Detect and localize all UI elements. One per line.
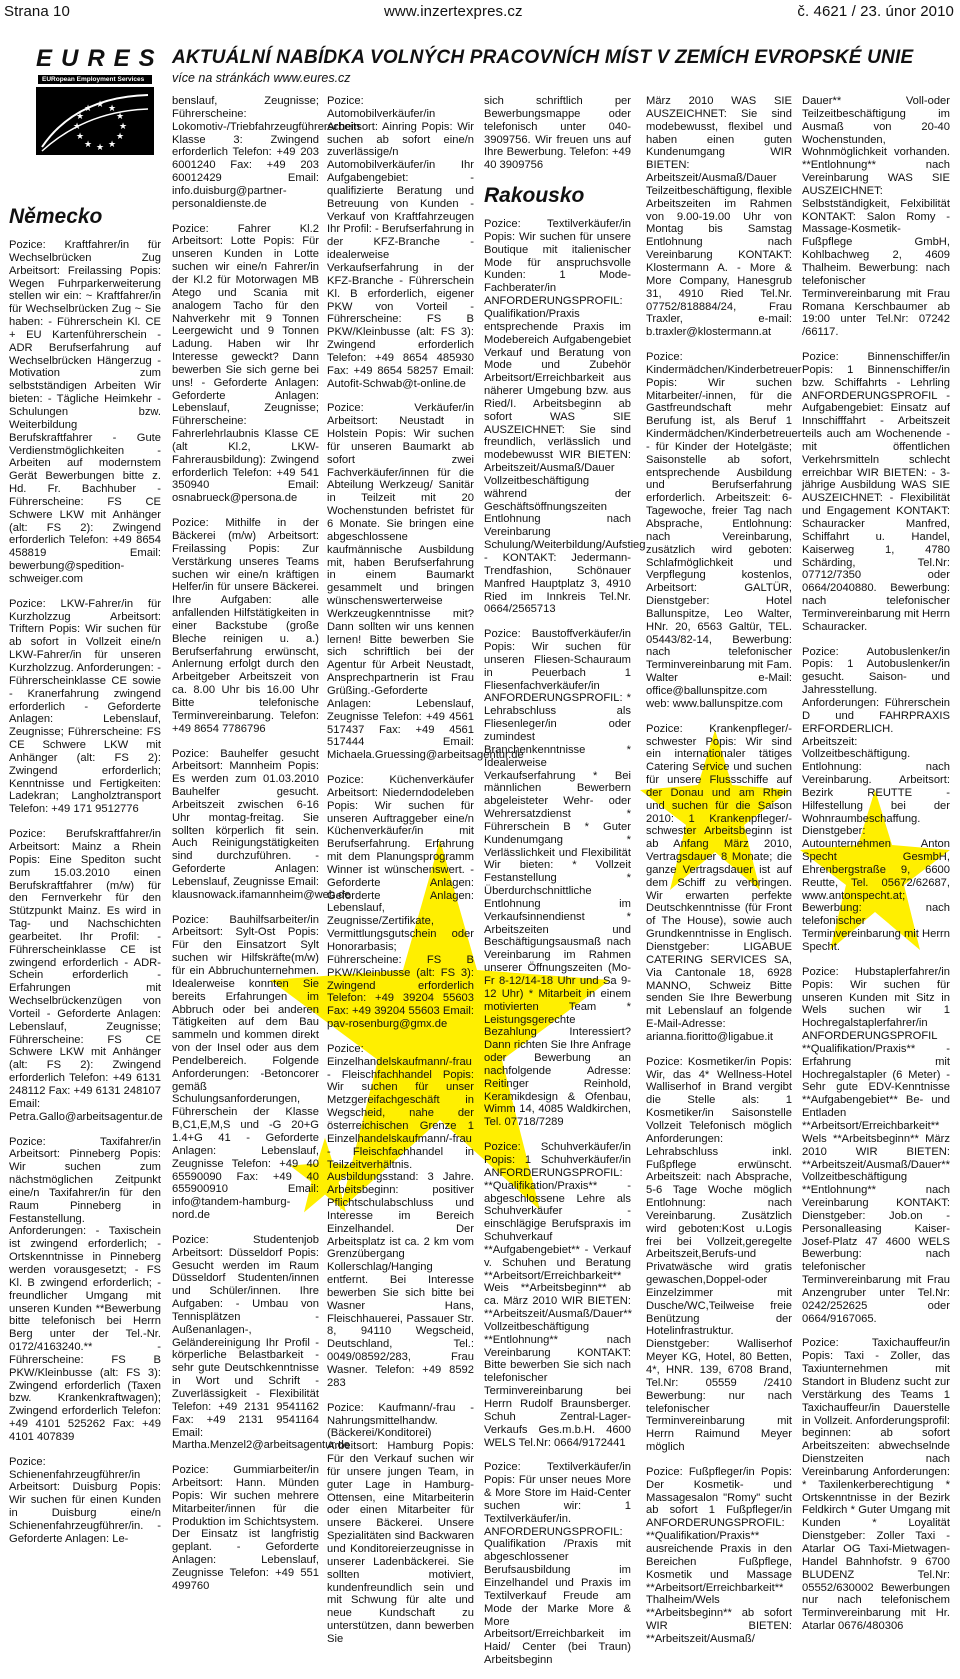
job-listing: Pozice: LKW-Fahrer/in für Kurzholzzug Arbeitsort: Triftern Popis: Wir suchen für ab sofort in Vollzeit eine/n LKW-Fahrer/in für unseren Kurzholzzug. Anforderungen: - Führerscheinklasse CE sowie - Kranerfahrung zwingend erforderlich - Geforderte Anlagen: Lebenslauf, Zeugnisse; Führerscheine: FS CE Schwere LKW mit Anhänger (alt: FS 2): Zwingend erforderlich; Kenntnisse und Fertigkeiten: Ladekran; Langholztransport Telefon: +49 171 9512776 — [9, 597, 161, 816]
svg-text:★: ★ — [108, 140, 117, 150]
job-listing: Pozice: Autobuslenker/in Popis: 1 Autobuslenker/in gesucht. Saison- und Jahresstellung. Anforderungen: Führerschein D und FAHRPRAXIS ERFORDERLICH. Arbeitszeit: Vollzeitbeschäftigung. Entlohnung: nach Vereinbarung. Arbeitsort: Bezirk REUTTE - Hilfestellung bei der Wohnraumbeschaffung. Dienstgeber: Autounternehmen Anton Specht GesmbH, Ehrenbergstraße 9, 6600 Reutte, Tel. 05672/62687, www.antonspecht.at; Bewerbung: nach telefonischer Terminvereinbarung mit Herrn Specht. — [802, 645, 950, 953]
job-listing: Pozice: Kraftfahrer/in für Wechselbrücken Zug Arbeitsort: Freilassing Popis: Wegen Fuhrparkerweiterung stellen wir ein: ~ Kraftfahrer/in für Wechselbrücken Zug ~ Sie haben: - Führerschein Kl. CE + EU Kartenführerschein - ADR Berufserfahrung auf Wechselbrücken Hängerzug - Motivation zum selbstständigen Arbeiten Wir bieten: - Tägliche Heimkehr - Schulungen bzw. Weiterbildung Berufskraftfahrer - Gute Verdienstmöglichkeiten - Arbeiten auf modernstem Gerät Bewerbungen bitte z. Hd. Fr. Bachhuber - Führerscheine: FS CE Schwere LKW mit Anhänger (alt: FS 2): Zwingend erforderlich Telefon: +49 8654 458819 Email: bewerbung@spedition-schweiger.com — [9, 239, 161, 585]
job-listing: Pozice: Schuhverkäufer/in Popis: 1 Schuhverkäufer/in ANFORDERUNGSPROFIL: **Qualifikation/Praxis** - abgeschlossene Lehre als Schuhverkäufer - einschlägige Berufspraxis im Schuhverkauf **Aufgabengebiet** - Verkauf v. Schuhen und Beratung **Arbeitsort/Erreichbarkeit** Weis **Arbeitsbeginn** ab ca. März 2010 WIR BIETEN: **Arbeitszeit/Ausmaß/Dauer** Vollzeitbeschäftigung **Entlohnung** nach Vereinbarung KONTAKT: Bitte bewerben Sie sich nach telefonischer Terminvereinbarung bei Herrn Rudolf Braunsberger. Schuh Zentral-Lager-Verkaufs Ges.m.b.H. 4600 WELS Tel.Nr: 0664/9172441 — [484, 1141, 632, 1449]
svg-text:★: ★ — [116, 112, 125, 122]
page-number: Strana 10 — [4, 3, 70, 20]
section-austria-heading: Rakousko — [484, 184, 585, 208]
job-listing: sich schriftlich per Bewerbungsmappe oder telefonisch unter 040-3909756. Wir freuen uns auf Ihre Bewerbung. Telefon: +49 40 3909756 — [484, 95, 631, 172]
eures-wordmark: EURES — [36, 45, 164, 72]
job-listing: Pozice: Binnenschiffer/in Popis: 1 Binnenschiffer/in bzw. Schiffahrts - Lehrling ANFORDERUNGSPROFIL - Aufgabengebiet: Einsatz auf Innschifffahrt - Arbeitszeit teils auch am Wochenende - mit öffentlichen Verkehrsmitteln schlecht erreichbar WIR BIETEN: - 3-jährige Ausbildung WAS SIE AUSZEICHNET: - Flexibilität und Engagement KONTAKT: Schauracker Manfred, Schiffahrt u. Handel, Kaiserweg 1, 4780 Schärding, Tel.Nr: 07712/7350 oder 0664/2040880. Bewerbung: nach telefonischer Terminvereinbarung mit Herrn Schauracker. — [802, 351, 950, 633]
column-4 — [484, 95, 646, 1679]
job-listing: Pozice: Taxifahrer/in Arbeitsort: Pinneberg Popis: Wir suchen zum nächstmöglichen Zeitpunkt eine/n Taxifahrer/in für den Raum Pinneberg in Festanstellung. Anforderungen: - Taxischein ist zwingend erforderlich; - Ortskenntnisse in Pinneberg werden vorausgesetzt; - FS Kl. B zwingend erforderlich; - freundlicher Umgang mit unseren Kunden **Bewerbung bitte telefonisch bei Herrn Berg unter der Tel.-Nr. 0172/4163240.** - Führerscheine: FS B PKW/Kleinbusse (alt: FS 3): Zwingend erforderlich (Taxen bzw. Krankenkraftwagen); Zwingend erforderlich Telefon: +49 4101 525262 Fax: +49 4101 407839 — [9, 1135, 161, 1443]
column-1 — [9, 95, 161, 1558]
job-listing: benslauf, Zeugnisse; Führerscheine: Lokomotiv-/Triebfahrzeugführerschein Klasse 3: Zwingend erforderlich Telefon: +49 203 6001240 Fax: +49 203 60012429 Email: info.duisburg@partner-personaldienste.de — [172, 95, 360, 210]
page-header — [0, 0, 960, 22]
svg-text:★: ★ — [76, 112, 85, 122]
job-listing: Pozice: Hubstaplerfahrer/in Popis: Wir suchen für unseren Kunden mit Sitz in Wels suchen wir 1 Hochregalstaplerfahrer/in ANFORDERUNGSPROFIL **Qualifikation/Praxis** - Erfahrung mit Hochregalstapler (6 Meter) - Sehr gute EDV-Kenntnisse **Aufgabengebiet** Be- und Entladen **Arbeitsort/Erreichbarkeit** Wels **Arbeitsbeginn** März 2010 WIR BIETEN: **Arbeitszeit/Ausmaß/Dauer** Vollzeitbeschäftigung **Entlohnung** nach Vereinbarung KONTAKT: Dienstgeber: Job.on - Personalleasing Kaiser-Josef-Platz 47 4600 WELS Bewerbung: nach telefonischer Terminvereinbarung mit Frau Anzengruber unter Tel.Nr: 0242/252625 oder 0664/9167065. — [802, 965, 950, 1325]
svg-text:★: ★ — [116, 132, 125, 142]
job-listing: Pozice: Automobilverkäufer/in Arbeitsort: Ainring Popis: Wir suchen ab sofort eine/n zuverlässige/n Automobilverkäufer/in Ihr Aufgabengebiet: - qualifizierte Beratung und Betreuung von Kunden - Verkauf von Kraftfahrzeugen Ihr Profil: - Berufserfahrung in der KFZ-Branche - idealerweise Verkaufserfahrung in der KFZ-Branche - Führerschein Kl. B erforderlich, eigener PKW von Vorteil - Führerscheine: FS B PKW/Kleinbusse (alt: FS 3): Zwingend erforderlich Telefon: +49 8654 485930 Fax: +49 8654 58257 Email: Autofit-Schwab@t-online.de — [327, 95, 474, 390]
svg-text:★: ★ — [76, 132, 85, 142]
page-subtitle: více na stránkách www.eures.cz — [172, 71, 351, 85]
svg-text:★: ★ — [73, 122, 82, 132]
job-listing: Pozice: Textilverkäufer/in Popis: Für unser neues More & More Store im Haid-Center suchen wir: 1 Textilverkäufer/in. ANFORDERUNGSPROFIL: Qualifikation /Praxis mit abgeschlossener Berufsausbildung im Einzelhandel und Praxis im Textilverkauf Freude am Mode der Marke More & More Arbeitsort/Erreichbarkeit im Haid/ Center (bei Traun) Arbeitsbeginn — [484, 1461, 631, 1667]
svg-text:★: ★ — [96, 100, 105, 110]
job-listing: Pozice: Kindermädchen/Kinderbetreuer Popis: Wir suchen Mitarbeiter/-innen, für die Gastfreundschaft mehr Berufung ist, als Beruf 1 Kindermädchen/Kinderbetreuer - für Kinder der Hotelgäste; Saisonstelle ab sofort, entsprechende Ausbildung und Berufserfahrung erforderlich. Arbeitszeit: 6-Tagewoche, freier Tag nach Absprache, Entlohnung: nach Vereinbarung, zusätzlich wird geboten: Schlafmöglichkeit und Verpflegung kostenlos, Arbeitsort: GALTÜR, Dienstgeber: Hotel Ballunspitze, Leo Walter, HNr. 20, 6563 Galtür, TEL. 05443/82-14, Bewerbung: nach telefonischer Terminvereinbarung mit Fam. Walter e-Mail: office@ballunspitze.com web: www.ballunspitze.com — [646, 351, 802, 710]
job-listing: Pozice: Bauhilfsarbeiter/in Arbeitsort: Sylt-Ost Popis: Für den Einsatzort Sylt suchen wir Hilfskräfte(m/w) für ein Abbruchunternehmen. Idealerweise konnten Sie bereits Erfahrungen im Abbruch oder bei anderen Tätigkeiten auf dem Bau sammeln und kommen direkt von der Insel oder aus dem Pendelbereich. Folgende Anforderungen: -Betoncorer gemäß Schulungsanforderungen, Führerschein der Klasse B,C1,E,M,S und -G 20+G 1.4+G 41 - Geforderte Anlagen: Lebenslauf, Zeugnisse Telefon: +49 40 65590090 Fax: +49 40 655900910 Email: info@tandem-hamburg-nord.de — [172, 913, 319, 1222]
column-3 — [327, 95, 524, 1658]
job-listing: Pozice: Bauhelfer gesucht Arbeitsort: Mannheim Popis: Es werden zum 01.03.2010 Bauhelfer gesucht. Arbeitszeit zwischen 6-16 Uhr montag-freitag. Sie sollten körperlich fit sein. Auch Reinigungstätigkeiten sind durchzuführen. - Geforderte Anlagen: Lebenslauf, Zeugnisse Email: klausnowack.ifamannheim@web.de — [172, 747, 351, 901]
job-listing: Pozice: Kaufmann/-frau - Nahrungsmittelhandw.(Bäckerei/Konditorei) Arbeitsort: Hamburg Popis: Für den Verkauf suchen wir für unsere jungen Team, in guter Lage in Hamburg-Ottensen, eine Mitarbeiterin oder einen Mitarbeiter für unsere Bäckerei. Unsere Spezialitäten sind Backwaren und Konditoreierzeugnisse in unserer Ladenbäckerei. Sie sollten motiviert, kundenfreundlich sein und mit Schwung für alte und neue Kundschaft zu unterstützen, dann bewerben Sie — [327, 1401, 474, 1645]
eures-tagline: EURopean Employment Services — [38, 75, 152, 84]
job-listing: Pozice: Taxichauffeur/in Popis: Taxi - Zoller, das Taxiunternehmen mit Standort in Bludenz sucht zur Verstärkung des Teams 1 Taxichauffeur/in Dauerstelle in Vollzeit. Anforderungsprofil: beginnen: ab sofort Arbeitszeiten: abwechselnde Dienstzeiten nach Vereinbarung Anforderungen: * Taxilenkerberechtigung * Ortskenntnisse in der Bezirk Feldkirch * Guter Umgang mit Kunden * Loyalität Dienstgeber: Zoller Taxi - Atarlar OG Taxi-Mietwagen-Handel Bahnhofstr. 9 6700 BLUDENZ Tel.Nr: 05552/630002 Bewerbungen nur nach telefonischem Terminvereinbarung mit Hr. Atarlar 0676/480306 — [802, 1337, 950, 1633]
job-listing: Pozice: Berufskraftfahrer/in Arbeitsort: Mainz a Rhein Popis: Eine Spediton sucht zum 15.03.2010 einen Berufskraftfahrer (m/w) für den Fernverkehr für den Stützpunkt Mainz. Es wird in Tag- und Nachschichten gearbeitet. Ihr Profil: - Führerscheinklasse CE ist zwingend erforderlich - ADR-Schein erforderlich - Erfahrungen mit Wechselbrückenzügen von Vorteil - Geforderte Anlagen: Lebenslauf, Zeugnisse; Führerscheine: FS CE Schwere LKW mit Anhänger (alt: FS 2): Zwingend erforderlich Telefon: +49 6131 248112 Fax: +49 6131 248107 Email: Petra.Gallo@arbeitsagentur.de — [9, 828, 163, 1123]
column-2 — [172, 95, 360, 1605]
job-listing: Pozice: Einzelhandelskaufmann/-frau - Fleischfachhandel Popis: Wir suchen für unser Metzgereifachgeschäft in Wegscheid, nahe der österreichischen Grenze 1 Einzelhandelskaufmann/-frau - Fleischfachhandel in Teilzeitverhältnis. Ausbildungsstand: 3 Jahre. Arbeitsbeginn: positiver Pflichtschulabschluss und Interesse im Bereich Einzelhandel. Der Arbeitsplatz ist ca. 2 km vom Grenzübergang Kollerschlag/Hanging entfernt. Bei Interesse bewerben Sie sich bitte bei Wasner Hans, Fleischhauerei, Passauer Str. 8, 94110 Wegscheid, Deutschland, Tel.: 0049/08592/283, Frau Wasner. Telefon: +49 8592 283 — [327, 1042, 474, 1389]
job-listing: Pozice: Mithilfe in der Bäckerei (m/w) Arbeitsort: Freilassing Popis: Zur Verstärkung unseres Teams suchen wir eine/n kräftigen Helfer/in für unsere Bäckerei. Ihre Aufgaben: alle anfallenden Hilfstätigkeiten in einer Backstube (große Bleche reinigen u. a.) Berufserfahrung erwünscht, Anlernung erfolgt durch den Arbeitgeber Arbeitszeit von ca. 8.00 Uhr bis 16.00 Uhr Bitte telefonische Terminvereinbarung. Telefon: +49 8654 7786796 — [172, 517, 319, 735]
svg-text:★: ★ — [84, 104, 93, 114]
section-germany-heading: Německo — [9, 205, 103, 228]
svg-text:★: ★ — [108, 104, 117, 114]
job-listing: Pozice: Textilverkäufer/in Popis: Wir suchen für unsere Boutique mit italienischer Mode für anspruchsvolle Kunden: 1 Mode-Fachberater/in ANFORDERUNGSPROFIL: Qualifikation/Praxis entsprechende Praxis im Modebereich Aufgabengebiet Verkauf und Beratung von Mode und Zubehör Arbeitsort/Erreichbarkeit aus näherer Umgebung bzw. aus Ried/I. Arbeitsbeginn ab sofort WAS SIE AUSZEICHNET: Sie sind freundlich, verlässlich und modebewusst WIR BIETEN: Arbeitszeit/Ausmaß/Dauer Vollzeitbeschäftigung während der Geschäftsöffnungszeiten Entlohnung nach Vereinbarung Schulung/Weiterbildung/Aufstieg - KONTAKT: Jedermann-Trendfashion, Schönauer Manfred Hauptplatz 3, 4910 Ried im Innkreis Tel.Nr. 0664/2565713 — [484, 218, 646, 616]
column-6 — [802, 95, 950, 1645]
job-listing: März 2010 WAS SIE AUSZEICHNET: Sie sind modebewusst, flexibel und haben einen guten Kundenumgang WIR BIETEN: Arbeitszeit/Ausmaß/Dauer Teilzeitbeschäftigung, flexible Arbeitszeiten im Rahmen von 9.00-19.00 Uhr von Montag bis Samstag Entlohnung nach Vereinbarung KONTAKT: Klostermann A. - More & More Company, Hanesgrub 31, 4910 Ried Tel.Nr. 07752/818884/24, Frau Traxler, e-mail: b.traxler@klostermann.at — [646, 95, 792, 339]
job-listing: Pozice: Verkäufer/in Arbeitsort: Neustadt in Holstein Popis: Wir suchen für unseren Baumarkt ab sofort zwei Fachverkäufer/innen für die Abteilung Werkzeug/ Sanitär in Teilzeit mit 20 Wochenstunden befristet für 6 Monate. Sie bringen eine abgeschlossene kaufmännische Ausbildung mit, haben Berufserfahrung in einem Baumarkt gesammelt und bringen wünschenswerterweise Werkzeugkenntnisse mit? Dann sollten wir uns kennen lernen! Bitte bewerben Sie sich schriftlich bei der Agentur für Arbeit Neustadt, Ansprechpartnerin ist Frau Grüßing.-Geforderte Anlagen: Lebenslauf, Zeugnisse Telefon: +49 4561 517437 Fax: +49 4561 517444 Email: Michaela.Gruessing@arbeitsagentur.de — [327, 402, 524, 762]
job-listing: Dauer** Voll-oder Teilzeitbeschäftigung im Ausmaß von 20-40 Wochenstunden, Wohnmöglichkeit vorhanden. **Entlohnung** nach Vereinbarung WAS SIE AUSZEICHNET: Selbstständigkeit, Felxibilität KONTAKT: Salon Romy - Massage-Kosmetik-Fußpflege GmbH, Kohlbachweg 2, 4609 Thalheim. Bewerbung: nach telefonischer Terminvereinbarung mit Frau Romana Kerschbaumer ab 19:00 unter Tel.Nr: 07242 /66117. — [802, 95, 950, 339]
job-listing: Pozice: Studentenjob Arbeitsort: Düsseldorf Popis: Gesucht werden im Raum Düsseldorf Studenten/innen und Schüler/innen. Ihre Aufgaben: - Umbau von Tennisplätzen - Außenanlagen-, Geländereinigung Ihr Profil - körperliche Belastbarkeit - sehr gute Deutschkenntnisse in Wort und Schrift - Zuverlässigkeit - Flexibilität Telefon: +49 2131 9541162 Fax: +49 2131 9541164 Email: Martha.Menzel2@arbeitsagentur.de — [172, 1233, 351, 1452]
job-listing: Pozice: Fußpfleger/in Popis: Der Kosmetik- und Massagesalon "Romy" sucht ab sofort 1 Fußpfleger/in ANFORDERUNGSPROFIL: **Qualifikation/Praxis** ausreichende Praxis in den Bereichen Fußpflege, Kosmetik und Massage **Arbeitsort/Erreichbarkeit** Thalheim/Wels **Arbeitsbeginn** ab sofort WIR BIETEN: **Arbeitszeit/Ausmaß/ — [646, 1465, 792, 1645]
job-listing: Pozice: Kosmetiker/in Popis: Wir, das 4* Wellness-Hotel Walliserhof in Brand vergibt die Stelle als: 1 Kosmetiker/in Saisonstelle Vollzeit Telefonisch möglich Anforderungen: Lehrabschluss inkl. Fußpflege erwünscht. Arbeitszeit: nach Absprache, 5-6 Tage Woche möglich Entlohnung: nach Vereinbarung. Zusätzlich wird geboten:Kost u.Logis frei bei Vollzeit,geregelte Arbeitszeit,Berufs-und Privatwäsche wird gratis gewaschen,Doppel-oder Einzelzimmer mit Dusche/WC,Teilweise freie Benützung der Hotelinfrastruktur. Dienstgeber: Walliserhof Meyer KG, Hotel, 80 Betten, 4*, HNR. 139, 6708 Brand, Tel.Nr: 05559 /2410 Bewerbung: nur nach telefonischer Terminvereinbarung mit Herrn Raimund Meyer möglich — [646, 1055, 792, 1454]
column-5 — [646, 95, 802, 1658]
job-listing: Pozice: Küchenverkäufer Arbeitsort: Niederndodeleben Popis: Wir suchen für unseren Auftraggeber eine/n Küchenverkäufer/in mit Berufserfahrung. Erfahrung mit dem Planungsprogramm Winner ist wünschenswert. - Geforderte Anlagen: Geforderte Anlagen: Lebenslauf, Zeugnisse/Zertifikate, Vermittlungsgutschein oder Honorarbasis; Führerscheine: FS B PKW/Kleinbusse (alt: FS 3): Zwingend erforderlich Telefon: +49 39204 55603 Fax: +49 39204 55603 Email: pav-rosenburg@gmx.de — [327, 774, 474, 1031]
site-url[interactable]: www.inzertexpres.cz — [384, 3, 523, 20]
job-listing: Pozice: Krankenpfleger/-schwester Popis: Wir sind ein internationaler tätiges Catering Service und suchen für unsere Flussschiffe auf der Donau und am Rhein und suchen für die Saison 2010: 1 Krankenpfleger/-schwester Arbeitsbeginn ist ab Anfang März 2010, Vertragsdauer 8 Monate; die ganze Vertragsdauer ist auf dem Schiff zu verbringen. Wir erwarten perfekte Deutschkenntnisse (für Front of The House), sowie auch Grundkenntnisse in Englisch. Dienstgeber: LIGABUE CATERING SERVICES SA, Via Cantonale 18, 6928 MANNO, Schweiz Bitte senden Sie Ihre Bewerbung mit Lebenslauf an folgende E-Mail-Adresse: arianna.fioritto@ligabue.it — [646, 722, 792, 1043]
svg-text:★: ★ — [96, 143, 105, 153]
svg-text:★: ★ — [84, 140, 93, 150]
job-listing: Pozice: Baustoffverkäufer/in Popis: Wir suchen für unseren Fliesen-Schauraum in Peuerbach 1 Fliesenfachverkäufer/in ANFORDERUNGSPROFIL: * Lehrabschluss als Fliesenleger/in oder zumindest Branchenkenntnisse * Idealerweise Verkaufserfahrung * Bei männlichen Bewerbern abgeleisteter Wehr- oder Wehrersatzdienst * Führerschein B * Guter Kundenumgang * Verlässlichkeit und Flexibilität Wir bieten: * Vollzeit Festanstellung * Überdurchschnittliche Entlohnung im Verkaufsinnendienst * Arbeitszeiten und Beschäftigungsausmaß nach Vereinbarung im Rahmen unserer Öffnungszeiten (Mo-Fr 8-12/14-18 Uhr und Sa 9-12 Uhr) * Mitarbeit in einem motivierten Team * Leistungsgerechte Bezahlung Interessiert? Dann richten Sie Ihre Anfrage oder Bewerbung an nachfolgende Adresse: Reitinger Reinhold, Keramikdesign & Ofenbau, Wimm 14, 4085 Waldkirchen, Tel. 07718/7289 — [484, 628, 631, 1129]
svg-text:★: ★ — [119, 122, 128, 132]
job-listing: Pozice: Schienenfahrzeugführer/in Arbeitsort: Duisburg Popis: Wir suchen für einen Kunden in Duisburg eine/n Schienenfahrzeugführer/in. - Geforderte Anlagen: Le- — [9, 1455, 161, 1545]
issue-info: č. 4621 / 23. únor 2010 — [797, 3, 954, 20]
job-listing: Pozice: Gummiarbeiter/in Arbeitsort: Hann. Münden Popis: Wir suchen mehrere Mitarbeiter/innen für die Produktion im Schichtsystem. Der Einsatz ist langfristig geplant. - Geforderte Anlagen: Lebenslauf, Zeugnisse Telefon: +49 551 499760 — [172, 1464, 319, 1592]
job-listing: Pozice: Fahrer Kl.2 Arbeitsort: Lotte Popis: Für unseren Kunden in Lotte suchen wir eine/n Fahrer/in der Kl.2 für Motorwagen MB Atego und Scania mit analogem Tacho für den Nahverkehr mit 9 Tonnen Leergewicht und 9 Tonnen Ladung. Haben wir Ihr Interesse geweckt? Dann bewerben Sie sich gerne bei uns! - Geforderte Anlagen: Geforderte Anlagen: Lebenslauf, Zeugnisse; Führerscheine: Fahrerlehrlaubnis Klasse CE (alt Kl.2, LKW-Fahrerausbildung): Zwingend erforderlich Telefon: +49 541 350940 Email: osnabrueck@persona.de — [172, 222, 319, 505]
page-title: AKTUÁLNÍ NABÍDKA VOLNÝCH PRACOVNÍCH MÍST V ZEMÍCH EVROPSKÉ UNIE — [172, 47, 914, 68]
